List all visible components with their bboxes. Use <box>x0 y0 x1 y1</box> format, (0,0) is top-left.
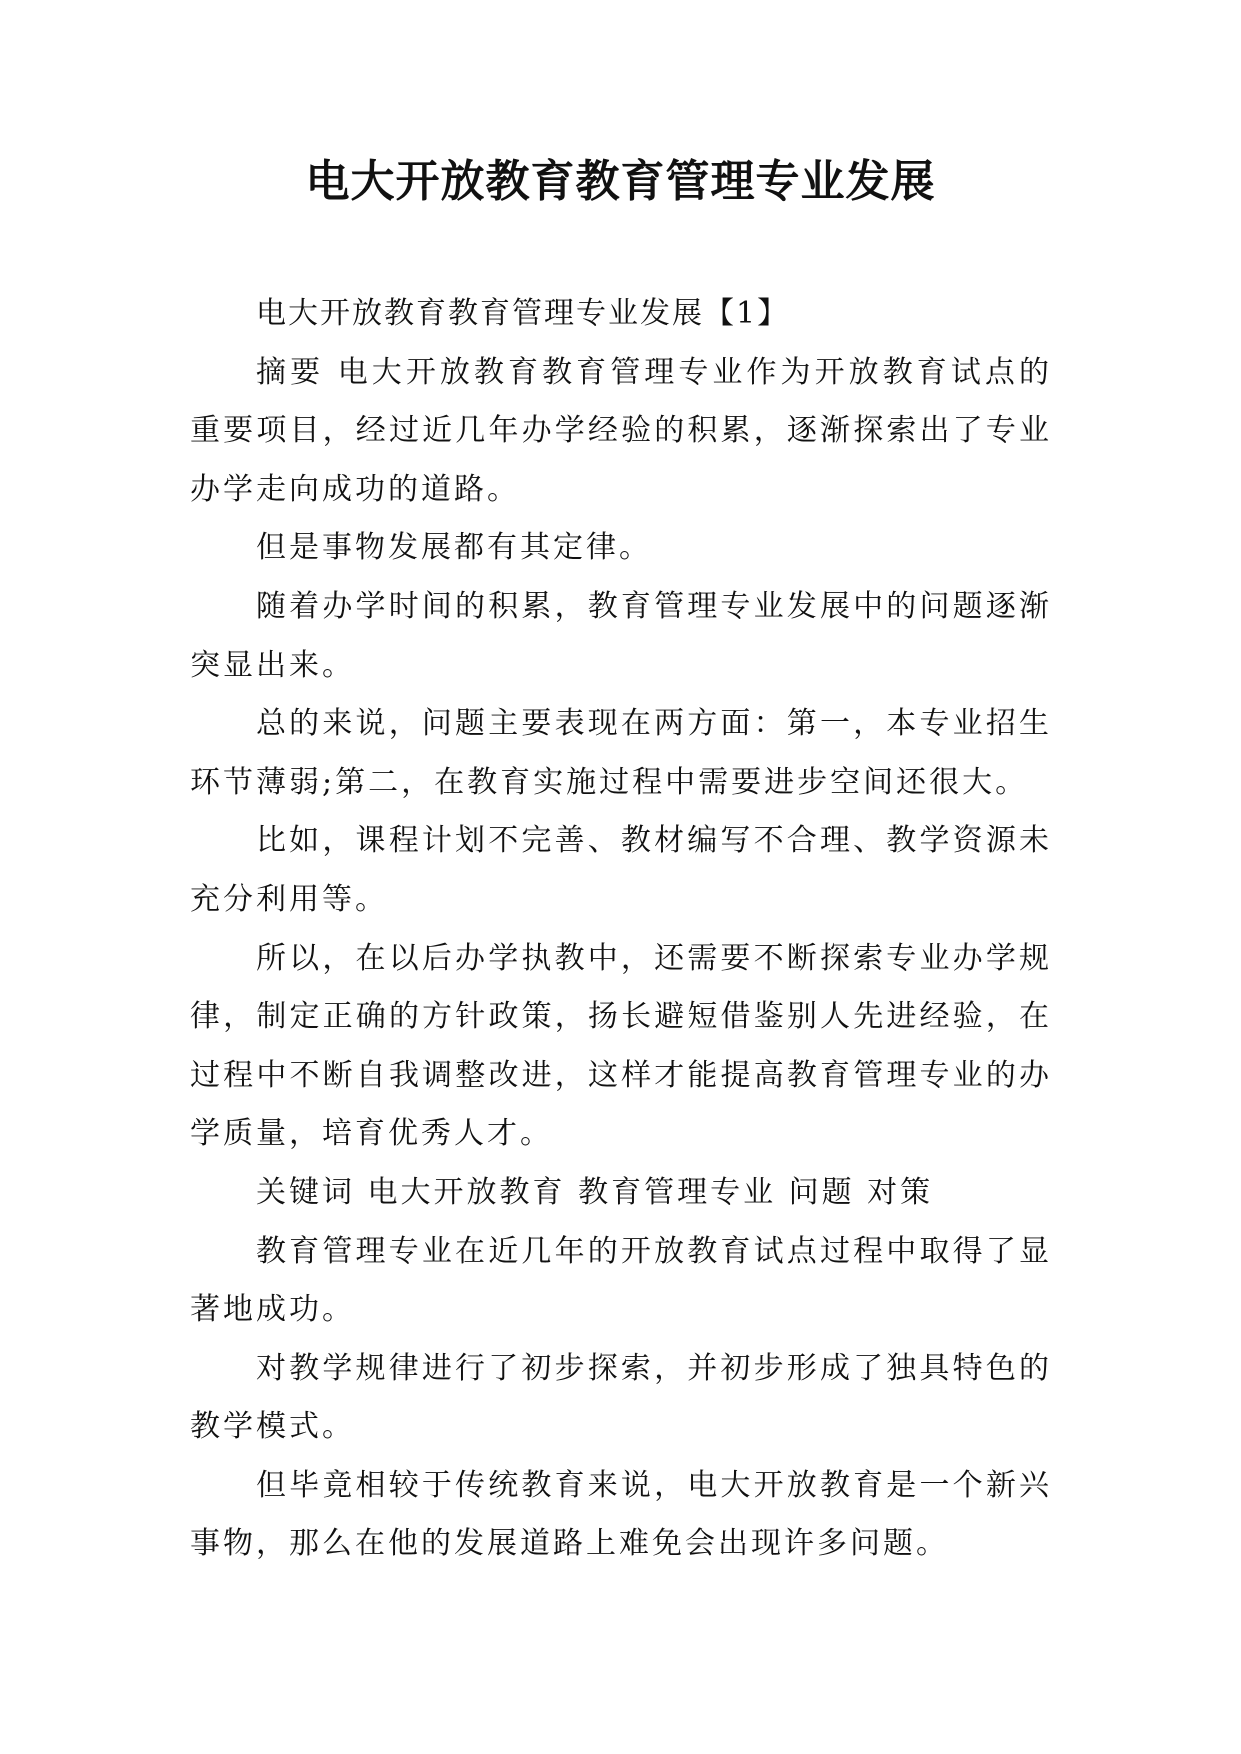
paragraph: 所以，在以后办学执教中，还需要不断探索专业办学规律，制定正确的方针政策，扬长避短借鉴别人先进经验，在过程中不断自我调整改进，这样才能提高教育管理专业的办学质量，培育优秀人才。 <box>190 940 1052 1152</box>
document-body <box>190 285 1052 1574</box>
paragraph: 总的来说，问题主要表现在两方面：第一，本专业招生环节薄弱;第二，在教育实施过程中需要进步空间还很大。 <box>190 706 1052 800</box>
paragraph: 比如，课程计划不完善、教材编写不合理、教学资源未充分利用等。 <box>190 823 1052 917</box>
paragraph: 但毕竟相较于传统教育来说，电大开放教育是一个新兴事物，那么在他的发展道路上难免会出现许多问题。 <box>190 1467 1052 1562</box>
paragraph: 但是事物发展都有其定律。 <box>256 530 652 566</box>
section-heading: 电大开放教育教育管理专业发展【1】 <box>256 296 790 331</box>
paragraph: 随着办学时间的积累，教育管理专业发展中的问题逐渐突显出来。 <box>190 588 1052 683</box>
paragraph-abstract: 摘要 电大开放教育教育管理专业作为开放教育试点的重要项目，经过近几年办学经验的积累，逐渐探索出了专业办学走向成功的道路。 <box>190 354 1052 507</box>
paragraph-keywords: 关键词 电大开放教育 教育管理专业 问题 对策 <box>256 1174 934 1210</box>
paragraph: 教育管理专业在近几年的开放教育试点过程中取得了显著地成功。 <box>190 1233 1052 1328</box>
document-title: 电大开放教育教育管理专业发展 <box>305 156 936 207</box>
paragraph: 对教学规律进行了初步探索，并初步形成了独具特色的教学模式。 <box>190 1350 1052 1445</box>
